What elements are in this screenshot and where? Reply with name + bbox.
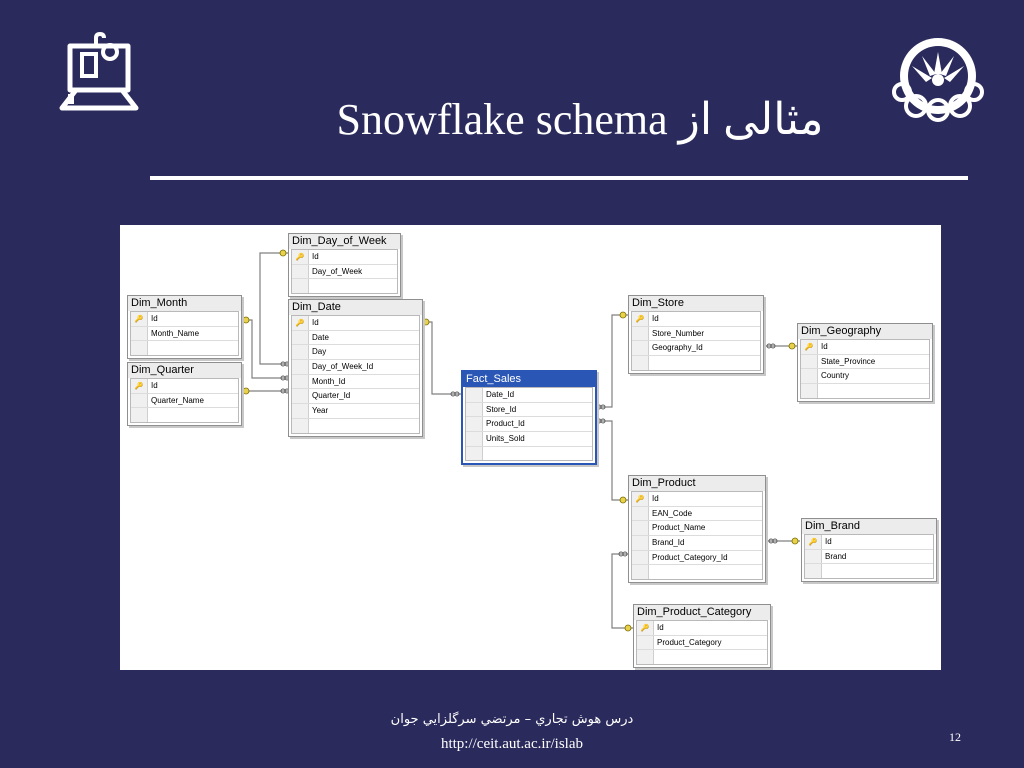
primary-key-icon	[292, 250, 309, 264]
table-row	[292, 279, 397, 293]
primary-key-icon	[131, 312, 148, 326]
table-title: Dim_Product	[629, 476, 765, 491]
table-title: Dim_Geography	[798, 324, 932, 339]
table-title: Dim_Month	[128, 296, 241, 311]
table-row: Product_Id	[466, 417, 592, 432]
link-fact-date	[421, 322, 461, 394]
title-divider	[150, 176, 968, 180]
table-row	[632, 565, 762, 579]
table-title: Dim_Brand	[802, 519, 936, 534]
slide-title: Snowflake schema مثالی از	[336, 95, 824, 144]
key-end-icon	[620, 312, 626, 318]
table-row: Product_Category	[637, 636, 767, 651]
key-end-icon	[280, 250, 286, 256]
table-title: Dim_Day_of_Week	[289, 234, 400, 249]
table-dim-date[interactable]	[288, 299, 423, 437]
key-end-icon	[243, 317, 249, 323]
table-row	[632, 356, 760, 370]
schema-diagram	[120, 225, 941, 670]
table-row: 🔑 Id	[637, 621, 767, 636]
table-title: Fact_Sales	[463, 372, 595, 387]
table-row: Country	[801, 369, 929, 384]
table-row	[466, 447, 592, 461]
table-row: 🔑 Id	[805, 535, 933, 550]
primary-key-icon	[632, 312, 649, 326]
lab-logo-icon	[58, 32, 140, 114]
table-row: 🔑 Id	[292, 316, 419, 331]
table-row: Units_Sold	[466, 432, 592, 447]
table-row: 🔑 Id	[131, 379, 238, 394]
table-row: Date_Id	[466, 388, 592, 403]
table-row: Month_Name	[131, 327, 238, 342]
table-row: 🔑 Id	[131, 312, 238, 327]
key-end-icon	[243, 388, 249, 394]
table-row: 🔑 Id	[292, 250, 397, 265]
table-row: Quarter_Id	[292, 389, 419, 404]
link-date-month	[241, 320, 291, 378]
primary-key-icon	[292, 316, 309, 330]
table-dim-geography[interactable]	[797, 323, 933, 402]
table-row: Year	[292, 404, 419, 419]
table-row: Quarter_Name	[131, 394, 238, 409]
table-row	[292, 419, 419, 433]
primary-key-icon	[801, 340, 818, 354]
table-dim-product-category[interactable]	[633, 604, 771, 668]
table-row: EAN_Code	[632, 507, 762, 522]
link-date-dayofweek	[260, 253, 291, 364]
university-seal-icon	[888, 36, 988, 128]
table-row: 🔑 Id	[801, 340, 929, 355]
key-end-icon	[792, 538, 798, 544]
table-row: Store_Number	[632, 327, 760, 342]
table-row: Brand	[805, 550, 933, 565]
footer-course-name: درس هوش تجاري – مرتضي سرگلزايي جوان	[390, 712, 634, 727]
table-row	[637, 650, 767, 664]
table-title: Dim_Quarter	[128, 363, 241, 378]
table-dim-quarter[interactable]	[127, 362, 242, 426]
primary-key-icon	[632, 492, 649, 506]
table-row: Store_Id	[466, 403, 592, 418]
key-end-icon	[620, 497, 626, 503]
table-title: Dim_Product_Category	[634, 605, 770, 620]
table-row: Day	[292, 345, 419, 360]
table-row	[801, 384, 929, 398]
table-row: Product_Category_Id	[632, 551, 762, 566]
table-dim-month[interactable]	[127, 295, 242, 359]
table-row	[131, 341, 238, 355]
key-end-icon	[625, 625, 631, 631]
table-dim-product[interactable]	[628, 475, 766, 583]
table-dim-brand[interactable]	[801, 518, 937, 582]
primary-key-icon	[637, 621, 654, 635]
table-title: Dim_Store	[629, 296, 763, 311]
table-row: 🔑 Id	[632, 312, 760, 327]
table-row: Day_of_Week_Id	[292, 360, 419, 375]
table-row: Product_Name	[632, 521, 762, 536]
table-row: Brand_Id	[632, 536, 762, 551]
link-fact-product	[595, 421, 628, 500]
table-dim-day-of-week[interactable]	[288, 233, 401, 297]
primary-key-icon	[805, 535, 822, 549]
table-row: Day_of_Week	[292, 265, 397, 280]
table-row: State_Province	[801, 355, 929, 370]
table-row	[131, 408, 238, 422]
table-row	[805, 564, 933, 578]
table-row: Geography_Id	[632, 341, 760, 356]
link-fact-store	[595, 315, 628, 407]
table-title: Dim_Date	[289, 300, 422, 315]
table-row: Month_Id	[292, 375, 419, 390]
table-dim-store[interactable]	[628, 295, 764, 374]
table-fact-sales[interactable]	[461, 370, 597, 465]
key-end-icon	[789, 343, 795, 349]
key-end-icon	[423, 319, 429, 325]
page-number: 12	[949, 730, 961, 744]
table-row: Date	[292, 331, 419, 346]
primary-key-icon	[131, 379, 148, 393]
footer-url[interactable]: http://ceit.aut.ac.ir/islab	[440, 736, 584, 752]
table-row: 🔑 Id	[632, 492, 762, 507]
